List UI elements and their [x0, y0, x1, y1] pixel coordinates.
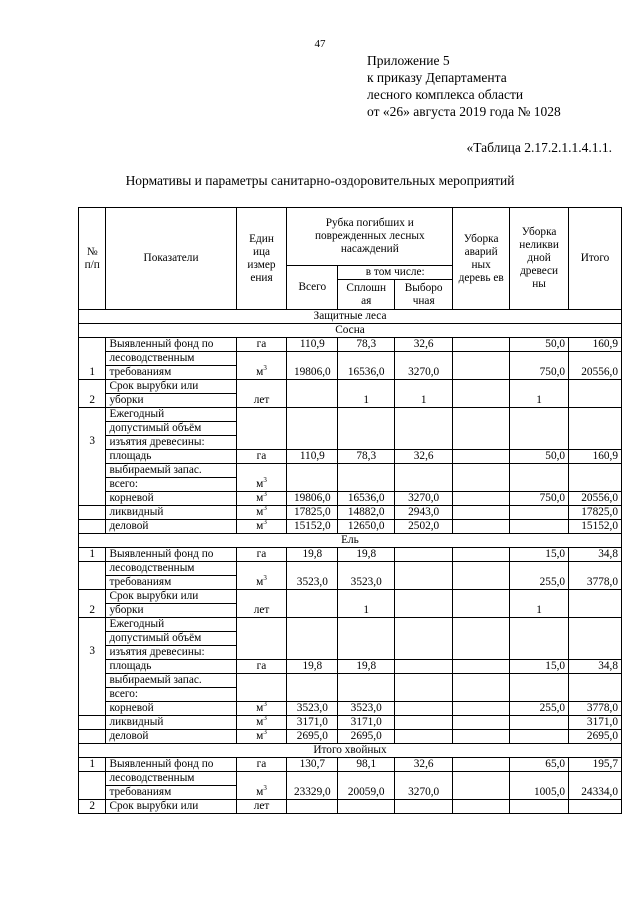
value-cell [395, 702, 453, 716]
value-cell: 32,6 [395, 338, 453, 352]
header-unit: Един ица измер ения [236, 208, 287, 310]
value-cell: 15,0 [510, 548, 569, 562]
value-cell [287, 800, 338, 814]
value-cell: 17825,0 [287, 506, 338, 520]
value-cell: 2695,0 [569, 730, 622, 744]
appendix-line: от «26» августа 2019 года № 1028 [367, 104, 561, 119]
indicator-label: допустимый объём [106, 632, 236, 646]
header-selective: Выборо чная [395, 280, 453, 310]
value-cell [453, 800, 510, 814]
value-cell: 50,0 [510, 338, 569, 352]
row-number [79, 730, 106, 744]
value-cell: 16536,0 [338, 492, 395, 506]
unit-text: м [256, 786, 264, 798]
value-cell: 110,9 [287, 450, 338, 464]
value-cell: 16536,0 [338, 352, 395, 380]
value-cell: 1005,0 [510, 772, 569, 800]
value-cell [338, 408, 395, 450]
row-number: 1 [79, 758, 106, 772]
value-cell [453, 716, 510, 730]
value-cell: 3523,0 [287, 702, 338, 716]
unit-cell: $м^3$ [236, 506, 287, 520]
value-cell [510, 408, 569, 450]
value-cell: 19,8 [338, 660, 395, 674]
value-cell: 32,6 [395, 758, 453, 772]
value-cell: 2502,0 [395, 520, 453, 534]
value-cell: 32,6 [395, 450, 453, 464]
unit-text: м [256, 506, 264, 518]
indicator-label: изъятия древесины: [106, 436, 236, 450]
value-cell: 750,0 [510, 492, 569, 506]
value-cell [569, 800, 622, 814]
unit-cell: $м^3$ [236, 562, 287, 590]
value-cell: 1 [338, 590, 395, 618]
value-cell [287, 408, 338, 450]
value-cell [453, 520, 510, 534]
appendix-line: к приказу Департамента [367, 70, 507, 85]
unit-text: м [256, 716, 264, 728]
indicator-label: Выявленный фонд по [106, 548, 236, 562]
row-number [79, 716, 106, 730]
value-cell: 3171,0 [569, 716, 622, 730]
row-number: 2 [79, 590, 106, 618]
value-cell [569, 408, 622, 450]
value-cell [453, 338, 510, 352]
unit-cell: $м^3$ [236, 772, 287, 800]
value-cell [453, 506, 510, 520]
unit-text: м [256, 492, 264, 504]
value-cell: 15152,0 [569, 520, 622, 534]
unit-cell [236, 618, 287, 660]
value-cell [287, 464, 338, 492]
group-title-pine: Сосна [79, 324, 622, 338]
unit-text: м [256, 478, 264, 490]
indicator-label: деловой [106, 520, 236, 534]
unit-cell: га [236, 660, 287, 674]
group-title-spruce: Ель [79, 534, 622, 548]
indicator-label: площадь [106, 450, 236, 464]
value-cell: 3778,0 [569, 562, 622, 590]
unit-text: м [256, 520, 264, 532]
value-cell: 24334,0 [569, 772, 622, 800]
indicator-label: требованиям [106, 786, 236, 800]
value-cell: 255,0 [510, 702, 569, 716]
value-cell: 110,9 [287, 338, 338, 352]
value-cell: 19,8 [287, 548, 338, 562]
unit-text: м [256, 366, 264, 378]
section-title: Защитные леса [79, 310, 622, 324]
indicator-label: лесоводственным [106, 352, 236, 366]
value-cell [510, 716, 569, 730]
value-cell: 2943,0 [395, 506, 453, 520]
value-cell [453, 562, 510, 590]
value-cell [395, 562, 453, 590]
value-cell: 3523,0 [287, 562, 338, 590]
value-cell: 19806,0 [287, 492, 338, 506]
value-cell: 65,0 [510, 758, 569, 772]
row-number [79, 562, 106, 590]
value-cell [287, 380, 338, 408]
indicator-label: изъятия древесины: [106, 646, 236, 660]
value-cell [287, 674, 338, 702]
value-cell [395, 590, 453, 618]
value-cell [453, 548, 510, 562]
indicator-label: уборки [106, 604, 236, 618]
value-cell: 160,9 [569, 338, 622, 352]
appendix-line: Приложение 5 [367, 53, 450, 68]
indicator-label: Выявленный фонд по [106, 758, 236, 772]
value-cell: 50,0 [510, 450, 569, 464]
value-cell: 160,9 [569, 450, 622, 464]
unit-cell: га [236, 338, 287, 352]
value-cell: 3270,0 [395, 352, 453, 380]
value-cell: 98,1 [338, 758, 395, 772]
value-cell [453, 408, 510, 450]
indicator-label: ликвидный [106, 716, 236, 730]
unit-cell: $м^3$ [236, 352, 287, 380]
appendix-line: лесного комплекса области [367, 87, 524, 102]
value-cell [510, 618, 569, 660]
value-cell: 1 [510, 380, 569, 408]
indicator-label: всего: [106, 688, 236, 702]
value-cell: 34,8 [569, 548, 622, 562]
indicator-label: Срок вырубки или [106, 380, 236, 394]
value-cell: 3523,0 [338, 702, 395, 716]
value-cell [453, 758, 510, 772]
value-cell [395, 618, 453, 660]
value-cell [395, 674, 453, 702]
row-number: 1 [79, 548, 106, 562]
value-cell [453, 660, 510, 674]
row-number: 2 [79, 800, 106, 814]
row-number [79, 520, 106, 534]
unit-cell: лет [236, 800, 287, 814]
value-cell: 23329,0 [287, 772, 338, 800]
indicator-label: выбираемый запас. [106, 464, 236, 478]
unit-cell: $м^3$ [236, 716, 287, 730]
value-cell: 15152,0 [287, 520, 338, 534]
value-cell [510, 464, 569, 492]
value-cell [287, 590, 338, 618]
page-number: 47 [314, 38, 326, 50]
value-cell [453, 730, 510, 744]
value-cell: 34,8 [569, 660, 622, 674]
header-felling-total: Всего [287, 266, 338, 310]
value-cell [510, 520, 569, 534]
value-cell: 3523,0 [338, 562, 395, 590]
value-cell [395, 660, 453, 674]
value-cell [510, 506, 569, 520]
value-cell [395, 800, 453, 814]
unit-cell: $м^3$ [236, 702, 287, 716]
value-cell: 78,3 [338, 450, 395, 464]
indicator-label: всего: [106, 478, 236, 492]
value-cell: 3778,0 [569, 702, 622, 716]
value-cell: 19,8 [287, 660, 338, 674]
indicator-label: корневой [106, 702, 236, 716]
header-clear: Сплошн ая [338, 280, 395, 310]
value-cell: 17825,0 [569, 506, 622, 520]
value-cell: 20059,0 [338, 772, 395, 800]
value-cell [338, 618, 395, 660]
indicator-label: лесоводственным [106, 562, 236, 576]
row-number: 1 [79, 338, 106, 380]
value-cell [569, 590, 622, 618]
value-cell: 1 [510, 590, 569, 618]
indicator-label: площадь [106, 660, 236, 674]
header-indicator: Показатели [106, 208, 236, 310]
header-total: Итого [569, 208, 622, 310]
header-deadwood: Уборка неликви дной древеси ны [510, 208, 569, 310]
row-number: 3 [79, 618, 106, 716]
value-cell: 78,3 [338, 338, 395, 352]
value-cell [395, 408, 453, 450]
header-felling: Рубка погибших и поврежденных лесных насаждений [287, 208, 453, 266]
value-cell: 15,0 [510, 660, 569, 674]
value-cell: 20556,0 [569, 492, 622, 506]
indicator-label: Ежегодный [106, 408, 236, 422]
value-cell [395, 548, 453, 562]
group-title-conifer-total: Итого хвойных [79, 744, 622, 758]
value-cell [569, 618, 622, 660]
unit-cell: лет [236, 590, 287, 618]
unit-cell [236, 674, 287, 702]
indicator-label: Выявленный фонд по [106, 338, 236, 352]
value-cell: 195,7 [569, 758, 622, 772]
value-cell [510, 674, 569, 702]
value-cell: 1 [338, 380, 395, 408]
value-cell [395, 464, 453, 492]
value-cell [287, 618, 338, 660]
value-cell: 19,8 [338, 548, 395, 562]
value-cell: 12650,0 [338, 520, 395, 534]
header-windfall: Уборка аварий ных деревь ев [453, 208, 510, 310]
value-cell [569, 380, 622, 408]
value-cell [453, 464, 510, 492]
value-cell [510, 730, 569, 744]
value-cell [395, 716, 453, 730]
value-cell [569, 464, 622, 492]
value-cell [453, 618, 510, 660]
indicator-label: уборки [106, 394, 236, 408]
value-cell: 20556,0 [569, 352, 622, 380]
value-cell: 1 [395, 380, 453, 408]
value-cell [338, 674, 395, 702]
value-cell [569, 674, 622, 702]
row-number [79, 506, 106, 520]
norms-table [78, 207, 622, 814]
value-cell [338, 800, 395, 814]
indicator-label: Срок вырубки или [106, 800, 236, 814]
document-title: Нормативы и параметры санитарно-оздоровительных мероприятий [125, 173, 515, 188]
indicator-label: лесоводственным [106, 772, 236, 786]
value-cell: 750,0 [510, 352, 569, 380]
value-cell [338, 464, 395, 492]
unit-cell: $м^3$ [236, 492, 287, 506]
value-cell: 19806,0 [287, 352, 338, 380]
value-cell: 255,0 [510, 562, 569, 590]
value-cell: 3171,0 [287, 716, 338, 730]
indicator-label: Ежегодный [106, 618, 236, 632]
row-number: 3 [79, 408, 106, 506]
unit-text: м [256, 730, 264, 742]
value-cell [453, 590, 510, 618]
value-cell [453, 352, 510, 380]
table-label: «Таблица 2.17.2.1.1.4.1.1. [466, 140, 612, 155]
unit-cell [236, 408, 287, 450]
unit-cell: $м^3$ [236, 730, 287, 744]
indicator-label: допустимый объём [106, 422, 236, 436]
indicator-label: ликвидный [106, 506, 236, 520]
indicator-label: Срок вырубки или [106, 590, 236, 604]
indicator-label: требованиям [106, 576, 236, 590]
unit-cell: га [236, 758, 287, 772]
value-cell [510, 800, 569, 814]
header-including: в том числе: [338, 266, 453, 280]
value-cell [453, 380, 510, 408]
value-cell: 2695,0 [287, 730, 338, 744]
indicator-label: корневой [106, 492, 236, 506]
unit-text: м [256, 576, 264, 588]
unit-cell: га [236, 548, 287, 562]
unit-text: м [256, 702, 264, 714]
value-cell [453, 450, 510, 464]
value-cell: 3270,0 [395, 772, 453, 800]
value-cell: 130,7 [287, 758, 338, 772]
indicator-label: деловой [106, 730, 236, 744]
unit-cell: лет [236, 380, 287, 408]
header-num: № п/п [79, 208, 106, 310]
value-cell: 3270,0 [395, 492, 453, 506]
appendix-block [367, 52, 561, 120]
value-cell [453, 702, 510, 716]
row-number: 2 [79, 380, 106, 408]
indicator-label: выбираемый запас. [106, 674, 236, 688]
unit-cell: $м^3$ [236, 520, 287, 534]
value-cell [453, 492, 510, 506]
value-cell [453, 674, 510, 702]
indicator-label: требованиям [106, 366, 236, 380]
value-cell [453, 772, 510, 800]
value-cell: 2695,0 [338, 730, 395, 744]
unit-cell: $м^3$ [236, 464, 287, 492]
unit-cell: га [236, 450, 287, 464]
value-cell [395, 730, 453, 744]
value-cell: 3171,0 [338, 716, 395, 730]
value-cell: 14882,0 [338, 506, 395, 520]
row-number [79, 772, 106, 800]
